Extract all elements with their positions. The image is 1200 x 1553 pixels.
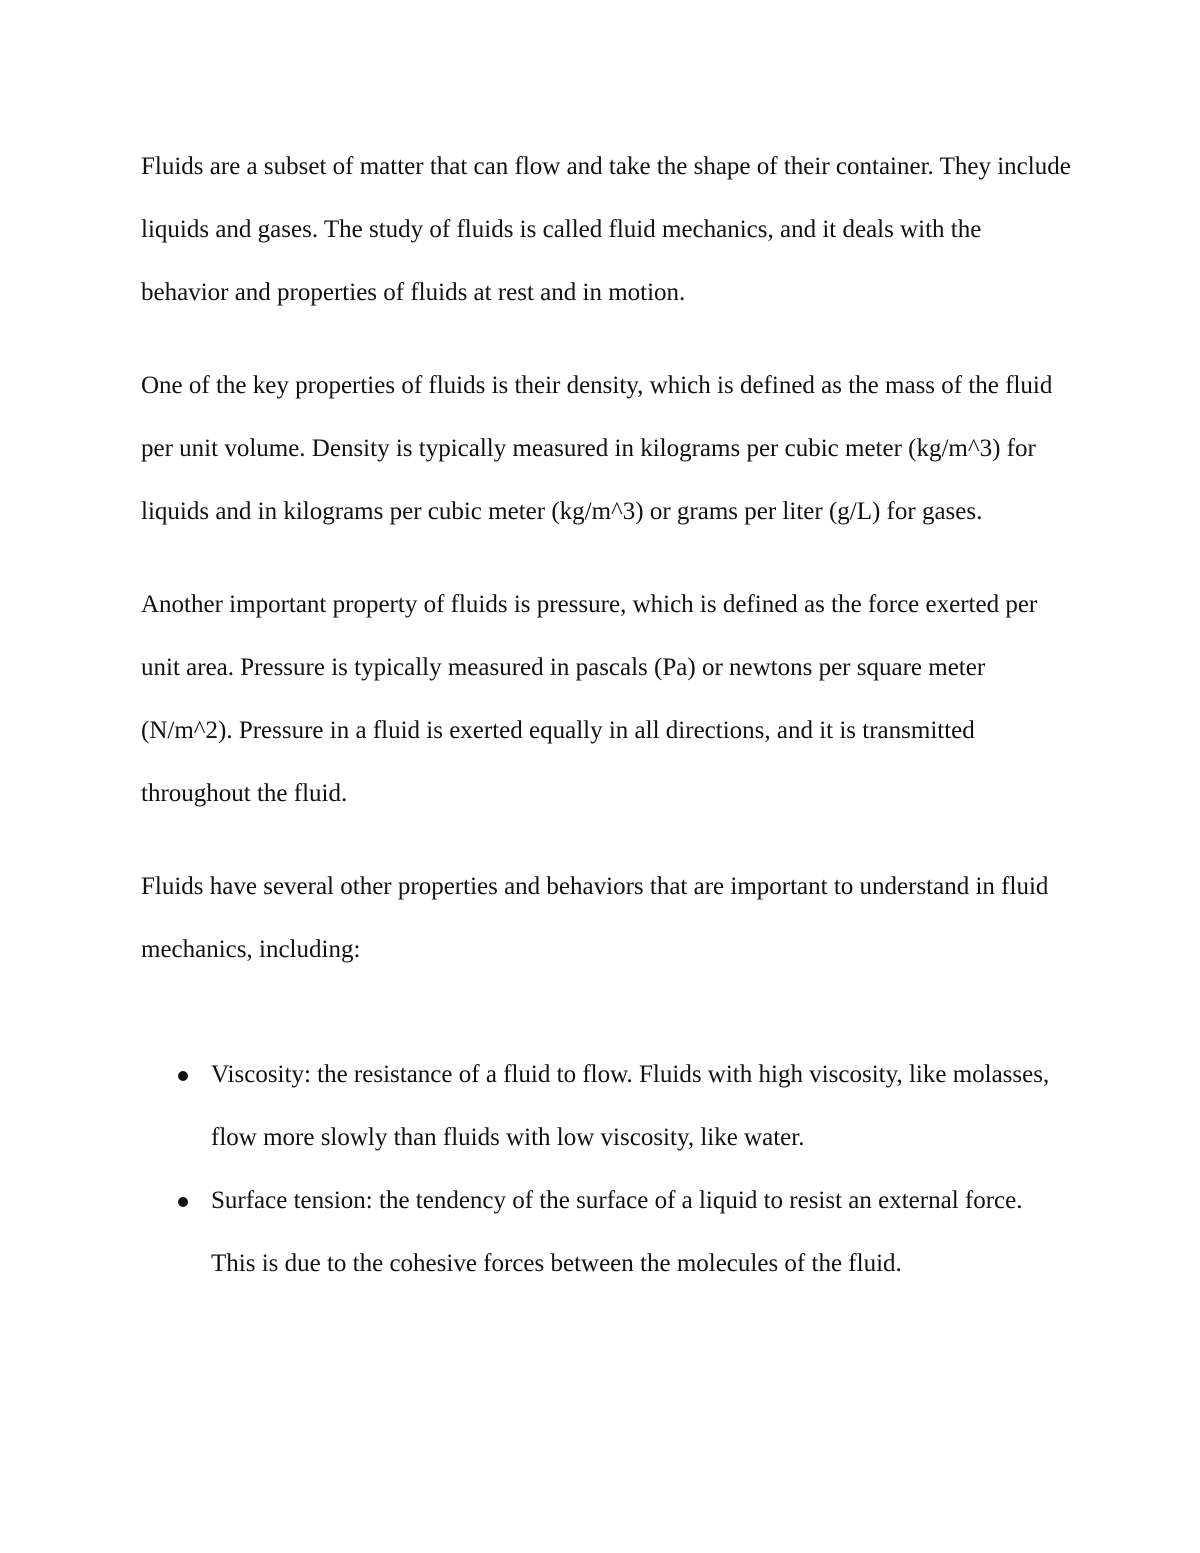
- bullet-icon: [178, 1071, 188, 1081]
- paragraph-intro: Fluids are a subset of matter that can flow and take the shape of their container. They include liquids and gases. The study of fluids is called fluid mechanics, and it deals with the behavior and properties of fluids at rest and in motion.: [141, 153, 1071, 306]
- paragraph-other-properties: Fluids have several other properties and behaviors that are important to understand in fluid mechanics, including:: [141, 873, 1049, 963]
- list-item: [141, 1043, 1071, 1169]
- properties-bullet-list: [141, 1043, 1071, 1295]
- paragraph-density: One of the key properties of fluids is their density, which is defined as the mass of the fluid per unit volume. Density is typically measured in kilograms per cubic meter (kg/m^3) for liquids and in kilograms per cubic meter (kg/m^3) or grams per liter (g/L) for gases.: [141, 372, 1053, 525]
- bullet-text-viscosity: Viscosity: the resistance of a fluid to flow. Fluids with high viscosity, like molasses, flow more slowly than fluids with low viscosity, like water.: [211, 1061, 1050, 1151]
- paragraph-pressure: Another important property of fluids is pressure, which is defined as the force exerted per unit area. Pressure is typically measured in pascals (Pa) or newtons per square meter (N/m^2). Pressure in a fluid is exerted equally in all directions, and it is transmitted throughout the fluid.: [141, 591, 1038, 807]
- bullet-text-surface-tension: Surface tension: the tendency of the surface of a liquid to resist an external force. This is due to the cohesive forces between the molecules of the fluid.: [211, 1187, 1023, 1277]
- document-body: [141, 135, 1071, 1295]
- list-item: [141, 1169, 1071, 1295]
- bullet-icon: [178, 1197, 188, 1207]
